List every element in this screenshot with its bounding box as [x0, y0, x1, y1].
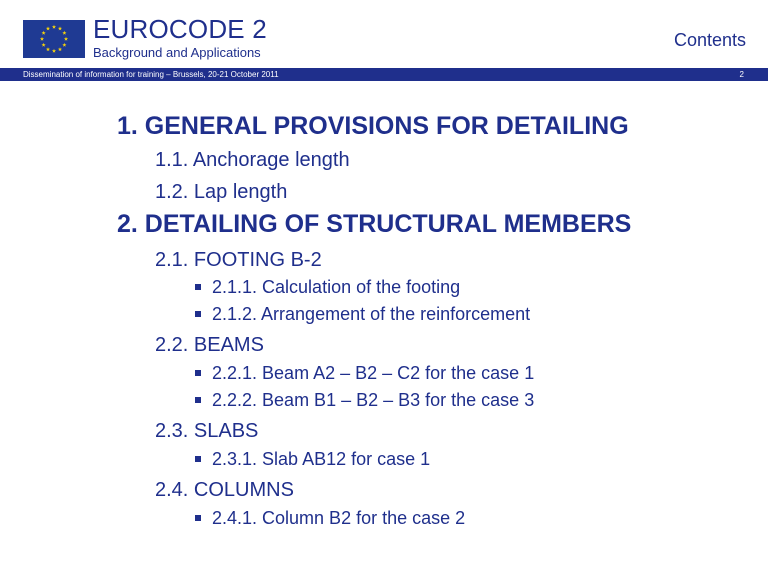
- page-number: 2: [739, 70, 744, 79]
- bullet-icon: [195, 515, 201, 521]
- toc-subitem-2-1-2: 2.1.2. Arrangement of the reinforcement: [212, 304, 531, 324]
- bullet-icon: [195, 311, 201, 317]
- app-subtitle: Background and Applications: [93, 45, 261, 60]
- toc-heading-2: 2. DETAILING OF STRUCTURAL MEMBERS: [117, 210, 632, 238]
- toc-subitem-2-1-1: 2.1.1. Calculation of the footing: [212, 277, 461, 297]
- toc-heading-1: 1. GENERAL PROVISIONS FOR DETAILING: [117, 112, 629, 140]
- toc-subitem-2-2-1: 2.2.1. Beam A2 – B2 – C2 for the case 1: [212, 363, 535, 383]
- bullet-icon: [195, 456, 201, 462]
- dissemination-text: Dissemination of information for training – Brussels, 20-21 October 2011: [23, 70, 279, 79]
- toc-subitem-2-2-2: 2.2.2. Beam B1 – B2 – B3 for the case 3: [212, 390, 535, 410]
- toc-item-1-2: 1.2. Lap length: [155, 181, 288, 203]
- toc-item-2-2: 2.2. BEAMS: [155, 334, 264, 356]
- toc-item-1-1: 1.1. Anchorage length: [155, 149, 350, 171]
- toc-item-2-4: 2.4. COLUMNS: [155, 479, 294, 501]
- toc-item-2-1: 2.1. FOOTING B-2: [155, 249, 322, 271]
- toc-subitem-2-3-1: 2.3.1. Slab AB12 for case 1: [212, 449, 431, 469]
- bullet-icon: [195, 284, 201, 290]
- bullet-icon: [195, 397, 201, 403]
- section-label: Contents: [673, 30, 746, 50]
- toc-subitem-2-4-1: 2.4.1. Column B2 for the case 2: [212, 508, 466, 528]
- bullet-icon: [195, 370, 201, 376]
- app-title: EUROCODE 2: [93, 14, 267, 44]
- toc-item-2-3: 2.3. SLABS: [155, 420, 259, 442]
